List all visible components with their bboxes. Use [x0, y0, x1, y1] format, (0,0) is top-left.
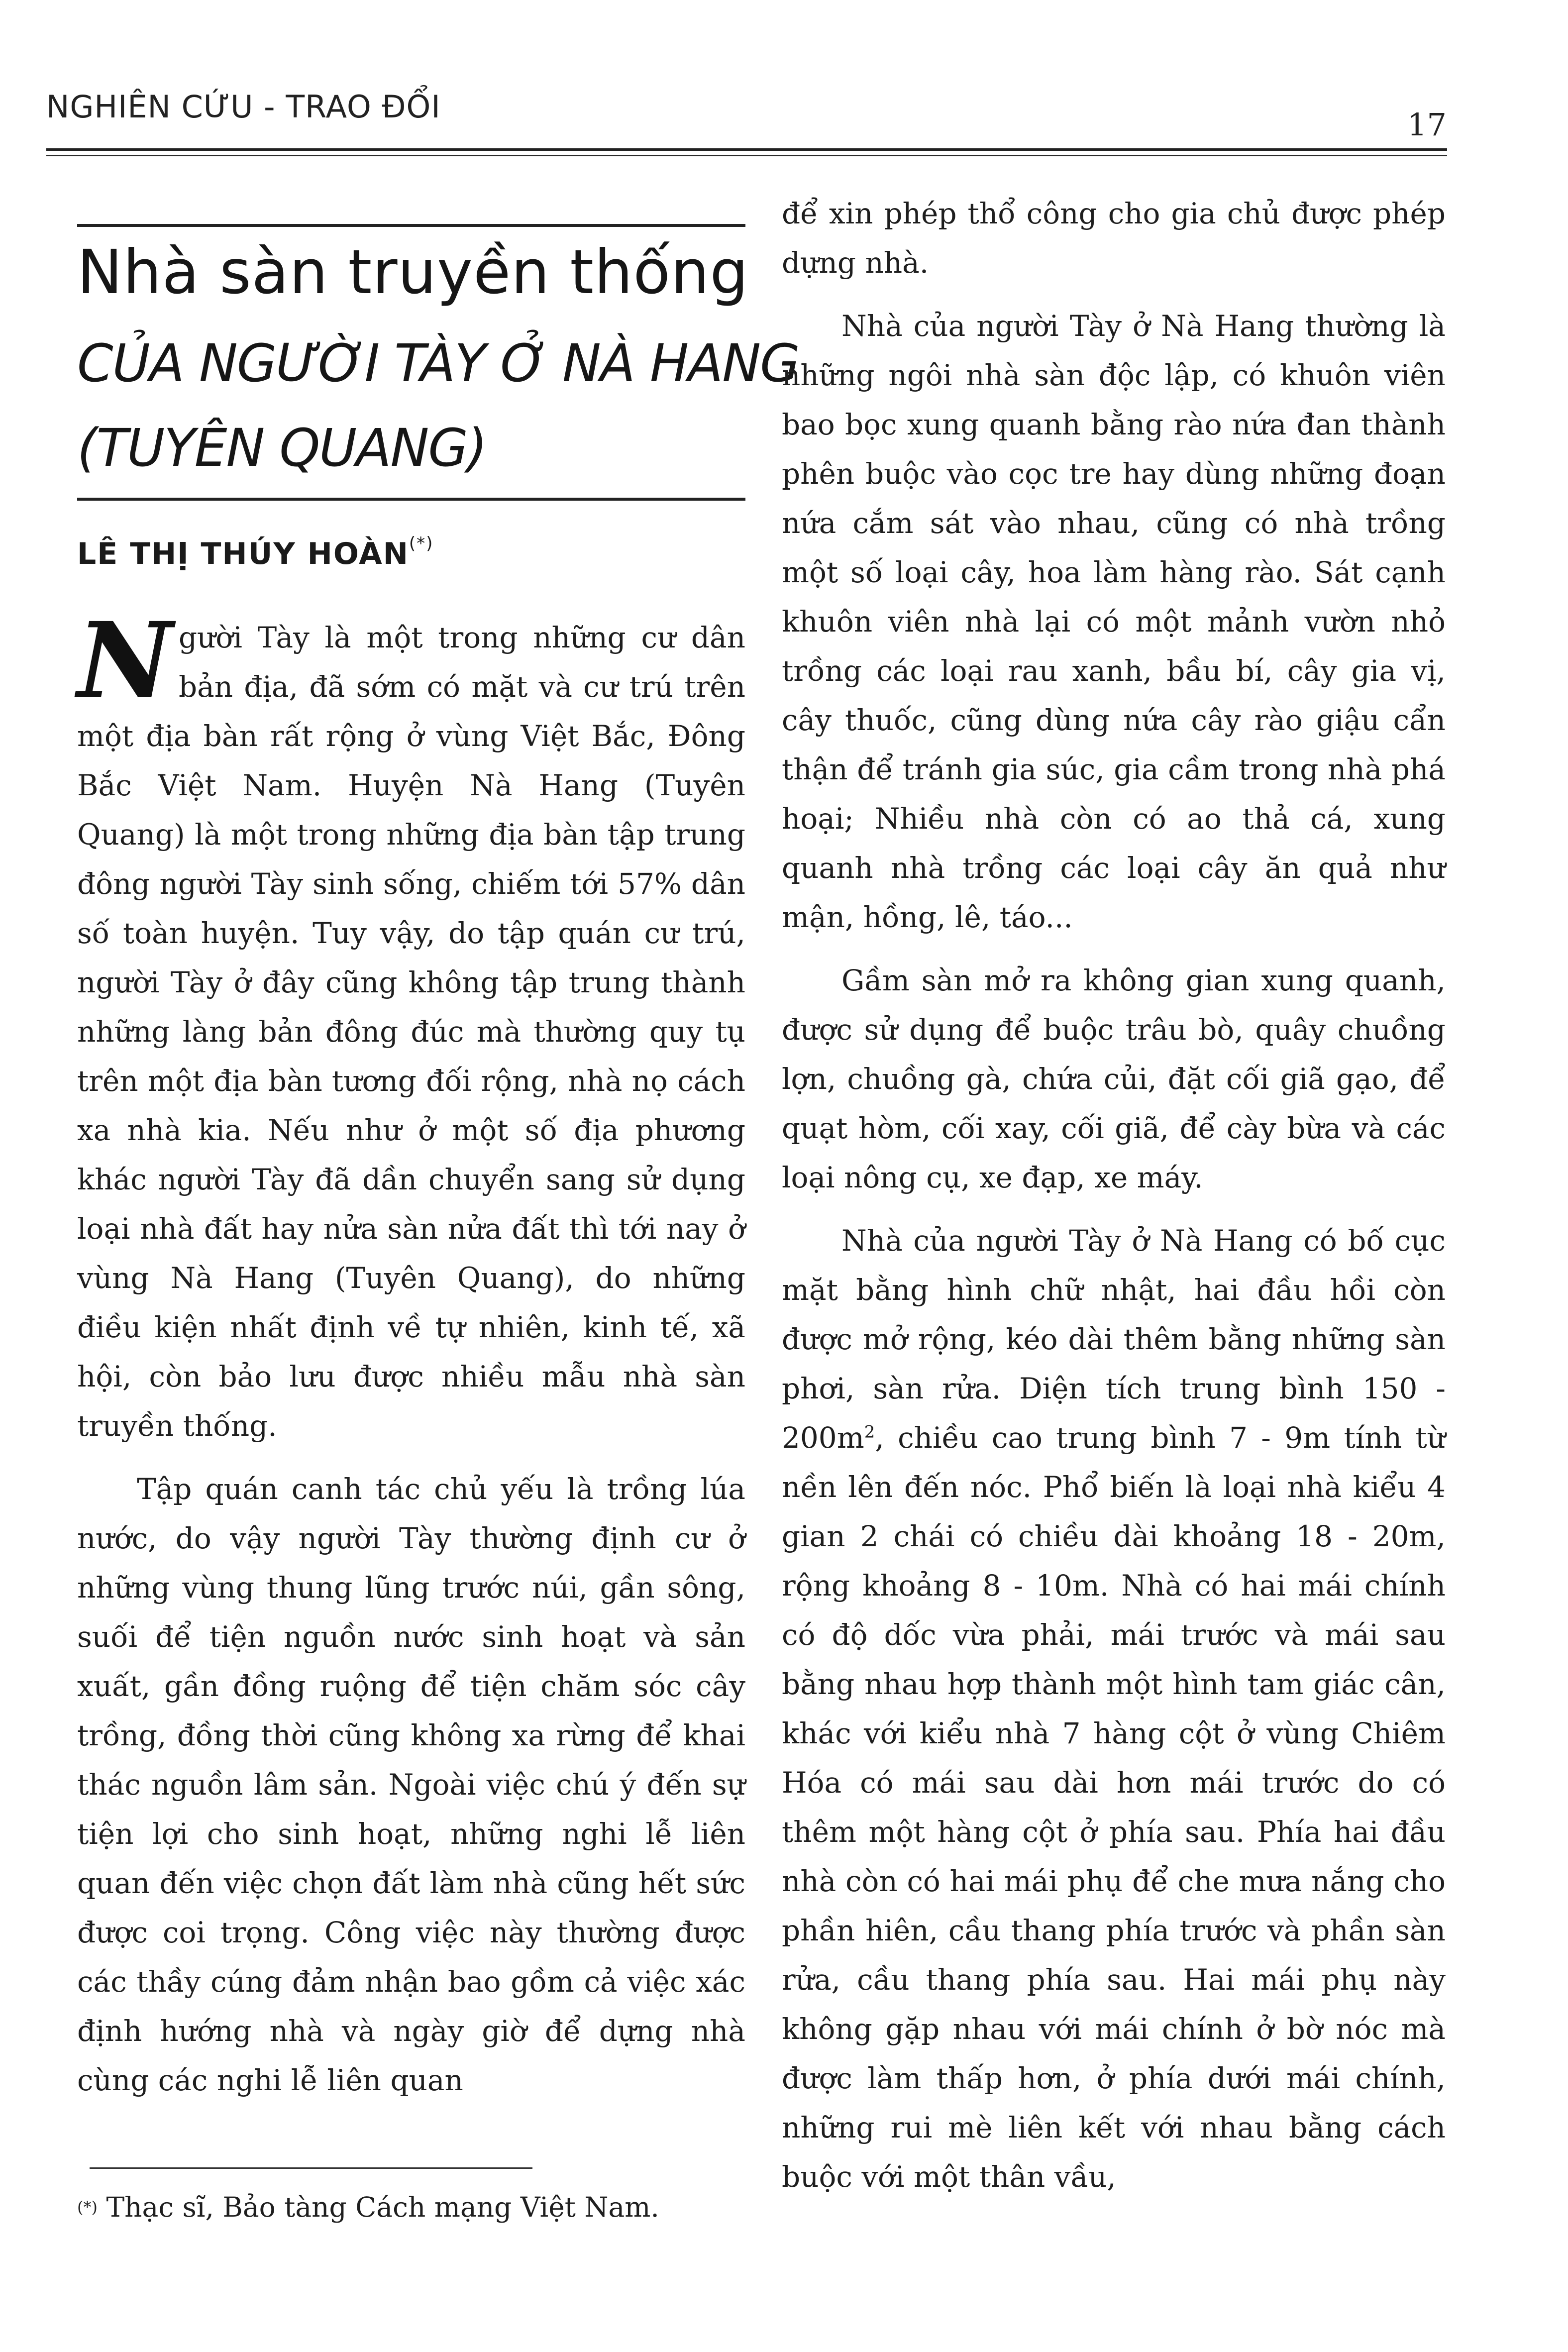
running-header-section: NGHIÊN CỨU - TRAO ĐỔI	[46, 89, 441, 125]
article-title-line1: Nhà sàn truyền thống	[77, 237, 749, 308]
right-paragraph-4	[782, 1216, 1446, 2202]
article-title-line2: CỦA NGƯỜI TÀY Ở NÀ HANG	[77, 333, 799, 394]
footnote-text: Thạc sĩ, Bảo tàng Cách mạng Việt Nam.	[97, 2191, 659, 2223]
page-number: 17	[1407, 107, 1447, 143]
article-author	[77, 536, 433, 571]
left-paragraph-1-text: gười Tày là một trong những cư dân bản địa, đã sớm có mặt và cư trú trên một địa bàn rất rộng ở vùng Việt Bắc, Đông Bắc Việt Nam. Huyện Nà Hang (Tuyên Quang) là một trong những địa bàn tập trung đông người Tày sinh sống, chiếm tới 57% dân số toàn huyện. Tuy vậy, do tập quán cư trú, người Tày ở đây cũng không tập trung thành những làng bản đông đúc mà thường quy tụ trên một địa bàn tương đối rộng, nhà nọ cách xa nhà kia. Nếu như ở một số địa phương khác người Tày đã dần chuyển sang sử dụng loại nhà đất hay nửa sàn nửa đất thì tới nay ở vùng Nà Hang (Tuyên Quang), do những điều kiện nhất định về tự nhiên, kinh tế, xã hội, còn bảo lưu được nhiều mẫu nhà sàn truyền thống.	[77, 621, 745, 1443]
right-paragraph-2: Nhà của người Tày ở Nà Hang thường là những ngôi nhà sàn độc lập, có khuôn viên bao bọc xung quanh bằng rào nứa đan thành phên buộc vào cọc tre hay dùng những đoạn nứa cắm sát vào nhau, cũng có nhà trồng một số loại cây, hoa làm hàng rào. Sát cạnh khuôn viên nhà lại có một mảnh vườn nhỏ trồng các loại rau xanh, bầu bí, cây gia vị, cây thuốc, cũng dùng nứa cây rào giậu cẩn thận để tránh gia súc, gia cầm trong nhà phá hoại; Nhiều nhà còn có ao thả cá, xung quanh nhà trồng các loại cây ăn quả như mận, hồng, lê, táo...	[782, 309, 1446, 934]
right-paragraph-4-part-a: Nhà của người Tày ở Nà Hang có bố cục mặt bằng hình chữ nhật, hai đầu hồi còn được mở rộng, kéo dài thêm bằng những sàn phơi, sàn rửa. Diện tích trung bình 150 - 200m	[782, 1224, 1446, 1455]
title-rule-bottom	[77, 498, 745, 501]
article-title-line3: (TUYÊN QUANG)	[77, 418, 487, 478]
header-rule-thin	[46, 155, 1447, 156]
right-column	[782, 189, 1446, 2202]
dropcap: N	[77, 599, 173, 722]
title-rule-top	[77, 224, 745, 227]
author-name: LÊ THỊ THÚY HOÀN	[77, 536, 409, 571]
right-paragraph-4-part-b: , chiều cao trung bình 7 - 9m tính từ nền lên đến nóc. Phổ biến là loại nhà kiểu 4 gian 2 chái có chiều dài khoảng 18 - 20m, rộng khoảng 8 - 10m. Nhà có hai mái chính có độ dốc vừa phải, mái trước và mái sau bằng nhau hợp thành một hình tam giác cân, khác với kiểu nhà 7 hàng cột ở vùng Chiêm Hóa có mái sau dài hơn mái trước do có thêm một hàng cột ở phía sau. Phía hai đầu nhà còn có hai mái phụ để che mưa nắng cho phần hiên, cầu thang phía trước và phần sàn rửa, cầu thang phía sau. Hai mái phụ này không gặp nhau với mái chính ở bờ nóc mà được làm thấp hơn, ở phía dưới mái chính, những rui mè liên kết với nhau bằng cách buộc với một thân vầu,	[782, 1421, 1446, 2194]
right-paragraph-3: Gầm sàn mở ra không gian xung quanh, được sử dụng để buộc trâu bò, quây chuồng lợn, chuồng gà, chứa củi, đặt cối giã gạo, để quạt hòm, cối xay, cối giã, để cày bừa và các loại nông cụ, xe đạp, xe máy.	[782, 963, 1446, 1194]
footnote	[77, 2187, 745, 2227]
left-paragraph-2: Tập quán canh tác chủ yếu là trồng lúa nước, do vậy người Tày thường định cư ở những vùng thung lũng trước núi, gần sông, suối để tiện nguồn nước sinh hoạt và sản xuất, gần đồng ruộng để tiện chăm sóc cây trồng, đồng thời cũng không xa rừng để khai thác nguồn lâm sản. Ngoài việc chú ý đến sự tiện lợi cho sinh hoạt, những nghi lễ liên quan đến việc chọn đất làm nhà cũng hết sức được coi trọng. Công việc này thường được các thầy cúng đảm nhận bao gồm cả việc xác định hướng nhà và ngày giờ để dựng nhà cùng các nghi lễ liên quan	[77, 1472, 745, 2097]
footnote-mark: (*)	[77, 2198, 98, 2217]
area-exponent: 2	[864, 1422, 875, 1442]
footnote-rule	[90, 2167, 532, 2169]
right-paragraph-1: để xin phép thổ công cho gia chủ được phép dựng nhà.	[782, 197, 1446, 280]
header-rule	[46, 148, 1447, 151]
left-column	[77, 599, 745, 2105]
author-note-mark: (*)	[409, 534, 434, 553]
left-paragraph-1	[77, 599, 745, 1451]
